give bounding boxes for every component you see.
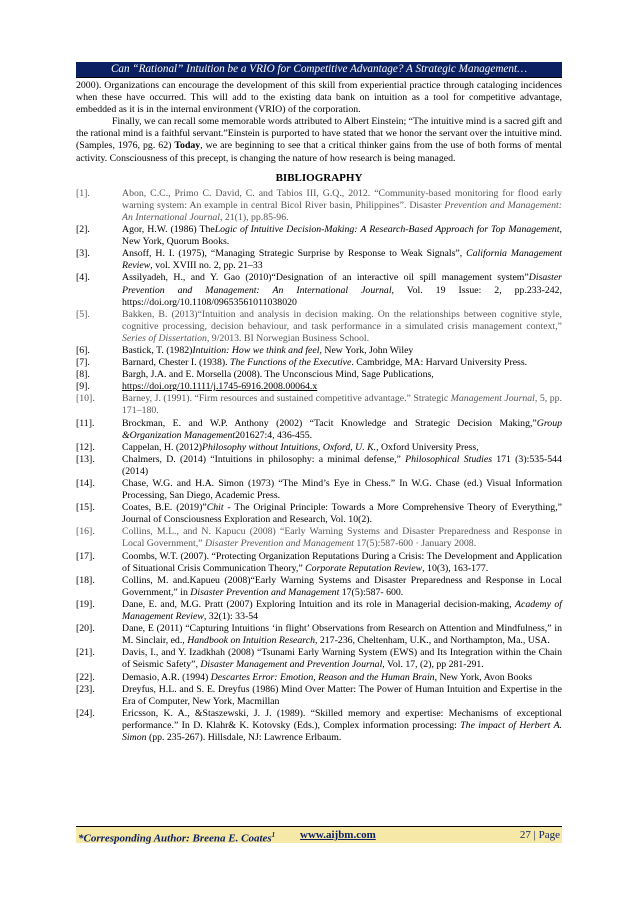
reference-text: Demasio, A.R. (1994) Descartes Error: Emotion, Reason and the Human Brain, New York, Avon Books xyxy=(122,671,533,683)
reference-text: Coombs, W.T. (2007). “Protecting Organization Reputations During a Crisis: The Development and Application of Situational Crisis Communication Theory,” Corporate Reputation Review, 10(3), 163-177. xyxy=(122,550,562,574)
footer-page-number: 27 | Page xyxy=(519,829,560,841)
reference-item xyxy=(76,345,562,357)
reference-item xyxy=(76,708,562,744)
reference-item xyxy=(76,647,562,671)
reference-number: [24]. xyxy=(76,707,95,719)
reference-doi-link[interactable]: https://doi.org/10.1111/j.1745-6916.2008.00064.x xyxy=(122,381,318,393)
footer xyxy=(76,826,562,843)
reference-list xyxy=(76,188,562,744)
reference-text: Ansoff, H. I. (1975), “Managing Strategic Surprise by Response to Weak Signals”, California Management Review, vol. XVIII no. 2, pp. 21–33 xyxy=(122,248,562,272)
reference-item xyxy=(76,526,562,550)
reference-text xyxy=(122,381,562,393)
reference-item xyxy=(76,623,562,647)
reference-number: [17]. xyxy=(76,550,95,562)
bibliography-heading: BIBLIOGRAPHY xyxy=(275,171,363,184)
reference-number: [18]. xyxy=(76,574,95,586)
reference-number: [4]. xyxy=(76,272,90,284)
reference-item xyxy=(76,454,562,478)
reference-number: [22]. xyxy=(76,671,95,683)
main-content xyxy=(76,80,562,744)
reference-text: Ericsson, K. A., &Staszewski, J. J. (1989). “Skilled memory and expertise: Mechanisms of exceptional performance.” In D. Klahr& K. Kotovsky (Eds.), Complex information processing: The impact of Herbert A. Simon (pp. 235-267). Hillsdale, NJ: Lawrence Erlbaum. xyxy=(122,707,562,743)
reference-text: Chalmers, D. (2014) “Intuitions in philosophy: a minimal defense,” Philosophical Studies 171 (3):535-544 (2014) xyxy=(122,453,562,477)
reference-item xyxy=(76,393,562,417)
reference-item xyxy=(76,575,562,599)
reference-text: Collins, M.L., and N. Kapucu (2008) “Early Warning Systems and Disaster Preparedness and Response in Local Government,” Disaster Prevention and Management 17(5):587-600 · January 2008. xyxy=(122,526,562,550)
reference-number: [19]. xyxy=(76,598,95,610)
reference-text: Davis, I., and Y. Izadkhah (2008) “Tsunami Early Warning System (EWS) and Its Integration within the Chain of Seismic Safety”, Disaster Management and Prevention Journal, Vol. 17, (2), pp 281-291. xyxy=(122,647,562,671)
reference-number: [9]. xyxy=(76,381,90,393)
reference-item xyxy=(76,369,562,381)
reference-item xyxy=(76,418,562,442)
reference-number: [2]. xyxy=(76,224,90,236)
reference-number: [23]. xyxy=(76,683,95,695)
reference-item xyxy=(76,599,562,623)
reference-number: [7]. xyxy=(76,357,90,369)
reference-item xyxy=(76,381,562,393)
reference-number: [10]. xyxy=(76,393,95,405)
reference-text: Barnard, Chester I. (1938). The Functions of the Executive. Cambridge, MA: Harvard University Press. xyxy=(122,357,528,369)
reference-number: [20]. xyxy=(76,623,95,635)
reference-text: Cappelan, H. (2012)Philosophy without Intuitions, Oxford, U. K., Oxford University Press, xyxy=(122,441,479,453)
reference-item xyxy=(76,551,562,575)
reference-text: Coates, B.E. (2019)”Chit - The Original Principle: Towards a More Comprehensive Theory of Everything,” Journal of Consciousness Exploration and Research, Vol. 10(2). xyxy=(122,502,562,526)
reference-number: [13]. xyxy=(76,453,95,465)
reference-number: [3]. xyxy=(76,248,90,260)
reference-number: [6]. xyxy=(76,344,90,356)
reference-text: Bargh, J.A. and E. Morsella (2008). The Unconscious Mind, Sage Publications, xyxy=(122,369,434,381)
reference-item xyxy=(76,272,562,308)
reference-number: [1]. xyxy=(76,187,90,199)
reference-item xyxy=(76,309,562,345)
reference-text: Chase, W.G. and H.A. Simon (1973) “The Mind’s Eye in Chess.” In W.G. Chase (ed.) Visual Information Processing, San Diego, Academic Press. xyxy=(122,478,562,502)
reference-item xyxy=(76,224,562,248)
reference-text: Collins, M. and.Kapueu (2008)“Early Warning Systems and Disaster Preparedness and Response in Local Government,” in Disaster Prevention and Management 17(5):587- 600. xyxy=(122,574,562,598)
reference-number: [21]. xyxy=(76,647,95,659)
reference-number: [16]. xyxy=(76,526,95,538)
reference-text: Barney, J. (1991). “Firm resources and sustained competitive advantage.” Strategic Management Journal, 5, pp. 171–180. xyxy=(122,393,562,417)
reference-item xyxy=(76,502,562,526)
reference-text: Bakken, B. (2013)“Intuition and analysis in decision making. On the relationships between cognitive style, cognitive processing, decision behaviour, and task performance in a simulated crisis management context,” Series of Dissertation, 9/2013. BI Norwegian Business School. xyxy=(122,308,562,344)
reference-text: Dane, E. and, M.G. Pratt (2007) Exploring Intuition and its role in Managerial decision-making, Academy of Management Review, 32(1): 33-54 xyxy=(122,598,562,623)
intro-paragraph-1: 2000). Organizations can encourage the development of this skill from experiential practice through cataloging incidences when these have occurred. This will add to the existing data bank on intuition as a tool for competitive advantage, embedded as it is in the internal environment (VRIO) of the corporation. xyxy=(76,80,562,116)
reference-item xyxy=(76,672,562,684)
reference-number: [15]. xyxy=(76,502,95,514)
reference-item xyxy=(76,357,562,369)
reference-number: [8]. xyxy=(76,369,90,381)
reference-text: Bastick, T. (1982)Intuition: How we think and feel, New York, John Wiley xyxy=(122,344,414,356)
reference-text: Dane, E (2011) “Capturing Intuitions ‘in flight’ Observations from Research on Attention and Mindfulness,” in M. Sinclair, ed., Handbook on Intuition Research, 217-236, Cheltenham, U.K., and Northampton, Ma., USA. xyxy=(122,623,562,647)
reference-number: [11]. xyxy=(76,417,95,429)
reference-text: Brockman, E. and W.P. Anthony (2002) “Tacit Knowledge and Strategic Decision Making,”Group &Organization Management201627:4, 436-455. xyxy=(122,417,562,441)
reference-item xyxy=(76,684,562,708)
footer-author: *Corresponding Author: Breena E. Coates$^1$ xyxy=(78,831,276,845)
reference-number: [5]. xyxy=(76,308,90,320)
reference-item xyxy=(76,188,562,224)
reference-text: Abon, C.C., Primo C. David, C. and Tabios III, G.Q., 2012. “Community-based monitoring for flood early warning system: An example in central Bicol River basin, Philippines”. Disaster Prevention and Management: An International Journal, 21(1), pp.85-96. xyxy=(122,187,562,223)
reference-number: [14]. xyxy=(76,478,95,489)
reference-text: Dreyfus, H.L. and S. E. Dreyfus (1986) Mind Over Matter: The Power of Human Intuition and Expertise in the Era of Computer, New York, Macmillan xyxy=(122,683,562,707)
intro-paragraph-2: Finally, we can recall some memorable words attributed to Albert Einstein; “The intuitive mind is a sacred gift and the rational mind is a faithful servant.”Einstein is purported to have stated that we honor the servant over the intuitive mind. (Samples, 1976, pg. 62) Today, we are beginning to see that a critical thinker gains from the use of both forms of mental activity. Consciousness of this precept, is changing the nature of how research is being managed. xyxy=(76,116,562,164)
reference-number: [12]. xyxy=(76,441,95,453)
header-title: Can “Rational” Intuition be a VRIO for Competitive Advantage? A Strategic Management… xyxy=(110,63,528,75)
reference-item xyxy=(76,478,562,502)
reference-item xyxy=(76,442,562,454)
reference-text: Agor, H.W. (1986) TheLogic of Intuitive Decision-Making: A Research-Based Approach for Top Management, New York, Quorum Books. xyxy=(122,224,562,248)
reference-item xyxy=(76,248,562,272)
footer-url-link[interactable]: www.aijbm.com xyxy=(300,829,376,841)
reference-text: Assilyadeh, H., and Y. Gao (2010)“Designation of an interactive oil spill management system”Disaster Prevention and Management: An International Journal, Vol. 19 Issue: 2, pp.233-242, https://doi.org/10.1108/09653561011038020 xyxy=(122,272,562,308)
running-header xyxy=(76,62,562,78)
